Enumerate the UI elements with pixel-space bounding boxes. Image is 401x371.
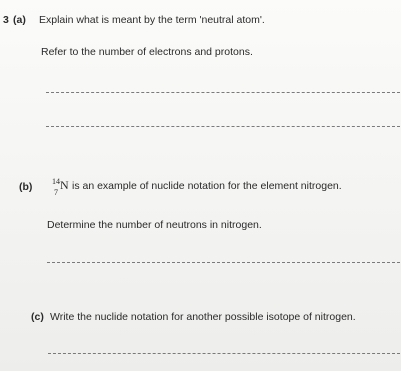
atomic-number: 7 [54, 188, 58, 197]
part-a-prompt: Explain what is meant by the term 'neutral atom'. [39, 14, 265, 26]
element-symbol: N [60, 178, 69, 192]
nuclide-notation [52, 177, 72, 203]
part-b-instruction: Determine the number of neutrons in nitrogen. [47, 219, 262, 231]
part-c-label: (c) [31, 311, 44, 323]
answer-line[interactable] [48, 353, 400, 354]
part-b-prompt: is an example of nuclide notation for the element nitrogen. [72, 180, 342, 192]
part-a-label: (a) [13, 14, 26, 26]
part-a-hint: Refer to the number of electrons and protons. [41, 46, 253, 58]
answer-line[interactable] [46, 92, 400, 93]
question-number: 3 [3, 14, 9, 26]
part-b-label: (b) [19, 181, 33, 193]
answer-line[interactable] [46, 126, 400, 127]
mass-number: 14 [52, 177, 60, 186]
part-c-prompt: Write the nuclide notation for another possible isotope of nitrogen. [50, 311, 356, 323]
answer-line[interactable] [47, 262, 400, 263]
